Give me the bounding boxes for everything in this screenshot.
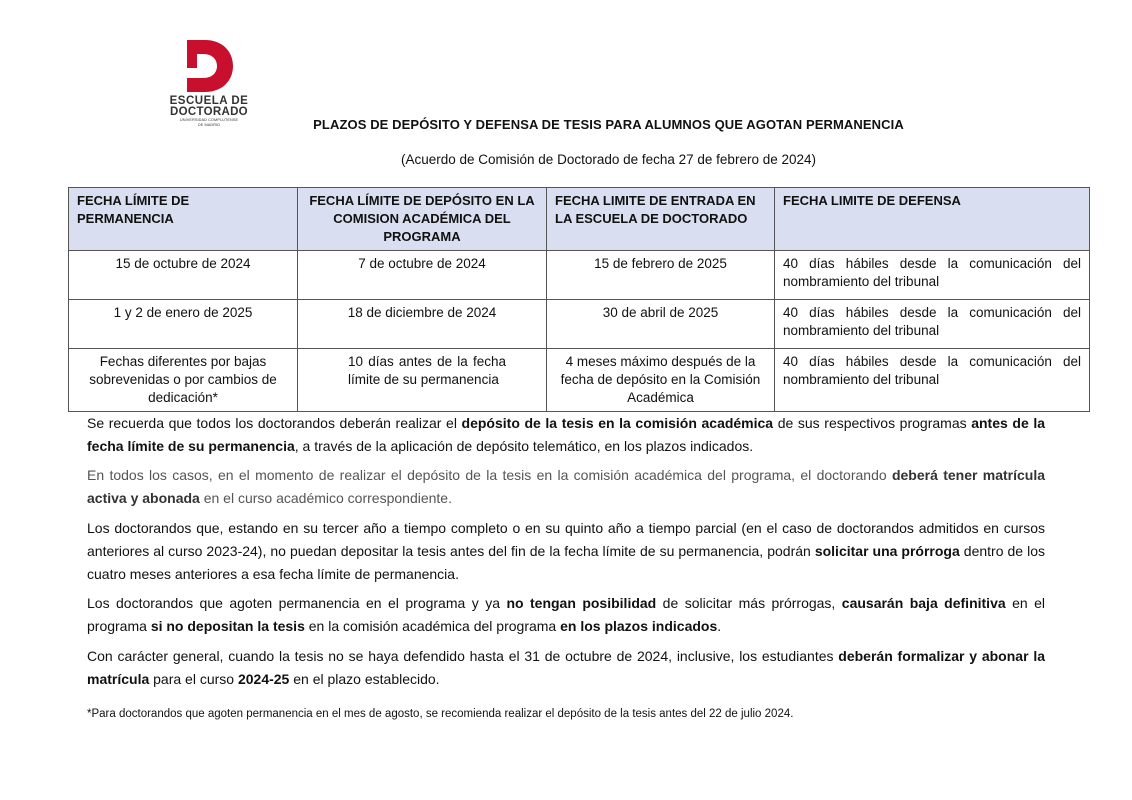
table-cell: Fechas diferentes por bajas sobrevenidas o por cambios de dedicación* — [69, 349, 298, 412]
text-run: de sus respectivos programas — [773, 415, 972, 431]
table-cell: 7 de octubre de 2024 — [298, 251, 547, 300]
paragraph-enrollment — [87, 464, 1045, 510]
bold-run: antes de la fecha límite de su permanencia — [87, 415, 1046, 454]
table-cell: 15 de febrero de 2025 — [547, 251, 775, 300]
table-cell: 10 días antes de la fecha límite de su permanencia — [298, 349, 547, 412]
paragraph-extension — [87, 517, 1045, 586]
paragraph-general — [87, 645, 1045, 691]
table-cell: 18 de diciembre de 2024 — [298, 300, 547, 349]
table-row — [69, 300, 1090, 349]
text-run: de solicitar más prórrogas, — [656, 595, 842, 611]
header-permanencia: FECHA LÍMITE DE PERMANENCIA — [69, 188, 298, 251]
footnote: *Para doctorandos que agoten permanencia en el mes de agosto, se recomienda realizar el depósito de la tesis antes del 22 de julio 2024. — [87, 708, 794, 720]
page-subtitle: (Acuerdo de Comisión de Doctorado de fecha 27 de febrero de 2024) — [400, 152, 816, 167]
doctorado-d-icon — [183, 38, 235, 94]
table-cell: 30 de abril de 2025 — [547, 300, 775, 349]
header-deposito: FECHA LÍMITE DE DEPÓSITO EN LA COMISION ACADÉMICA DEL PROGRAMA — [298, 188, 547, 251]
logo-line-2: DOCTORADO — [170, 106, 248, 118]
text-run: en la comisión académica del programa — [304, 618, 561, 634]
text-run: para el curso — [149, 671, 238, 687]
logo-line-3b: DE MADRID — [197, 123, 221, 127]
header-defensa: FECHA LIMITE DE DEFENSA — [775, 188, 1090, 251]
text-run: dentro de los cuatro meses anteriores a esa fecha límite de permanencia. — [87, 543, 1045, 582]
paragraph-withdrawal — [87, 592, 1045, 638]
bold-run: causarán baja definitiva — [841, 595, 1006, 611]
text-run: En todos los casos, en el momento de realizar el depósito de la tesis en la comisión académica del programa, el doctorando — [87, 467, 892, 483]
logo-line-3a: UNIVERSIDAD COMPLUTENSE — [179, 118, 239, 122]
deadlines-table — [68, 187, 1090, 412]
text-run: Los doctorandos que, estando en su tercer año a tiempo completo o en su quinto año a tiempo parcial (en el caso de doctorandos admitidos en cursos anteriores al curso 2023-24), no puedan depositar la tesis antes del fin de la fecha límite de su permanencia, podrán — [87, 520, 1045, 559]
page-title: PLAZOS DE DEPÓSITO Y DEFENSA DE TESIS PARA ALUMNOS QUE AGOTAN PERMANENCIA — [313, 117, 904, 132]
bold-run: en los plazos indicados — [560, 618, 718, 634]
table-cell: 1 y 2 de enero de 2025 — [69, 300, 298, 349]
table-cell: 40 días hábiles desde la comunicación del nombramiento del tribunal — [775, 251, 1090, 300]
bold-run: deberá tener matrícula activa y abonada — [87, 467, 1045, 506]
text-run: , a través de la aplicación de depósito telemático, en los plazos indicados. — [294, 438, 754, 454]
bold-run: solicitar una prórroga — [814, 543, 960, 559]
table-cell: 15 de octubre de 2024 — [69, 251, 298, 300]
logo-line-1: ESCUELA DE — [169, 95, 249, 107]
table-cell: 40 días hábiles desde la comunicación del nombramiento del tribunal — [775, 300, 1090, 349]
table-row — [69, 349, 1090, 412]
bold-run: 2024-25 — [237, 671, 290, 687]
school-logo — [162, 38, 256, 128]
text-run: Los doctorandos que agoten permanencia en el programa y ya — [87, 595, 507, 611]
text-run: . — [717, 618, 722, 634]
header-entrada: FECHA LIMITE DE ENTRADA EN LA ESCUELA DE DOCTORADO — [547, 188, 775, 251]
text-run: Con carácter general, cuando la tesis no se haya defendido hasta el 31 de octubre de 2024, inclusive, los estudiantes — [87, 648, 839, 664]
bold-run: si no depositan la tesis — [150, 618, 305, 634]
table-cell: 4 meses máximo después de la fecha de depósito en la Comisión Académica — [547, 349, 775, 412]
table-cell: 40 días hábiles desde la comunicación del nombramiento del tribunal — [775, 349, 1090, 412]
text-run: Se recuerda que todos los doctorandos deberán realizar el — [87, 415, 462, 431]
text-run: en el plazo establecido. — [289, 671, 440, 687]
text-run: en el curso académico correspondiente. — [199, 490, 452, 506]
bold-run: deberán formalizar y abonar la matrícula — [87, 648, 1045, 687]
table-row — [69, 251, 1090, 300]
table-header-row — [69, 188, 1090, 251]
bold-run: no tengan posibilidad — [506, 595, 657, 611]
paragraph-deposit-reminder — [87, 412, 1045, 458]
text-run: en el programa — [87, 595, 1046, 634]
bold-run: depósito de la tesis en la comisión académica — [461, 415, 774, 431]
